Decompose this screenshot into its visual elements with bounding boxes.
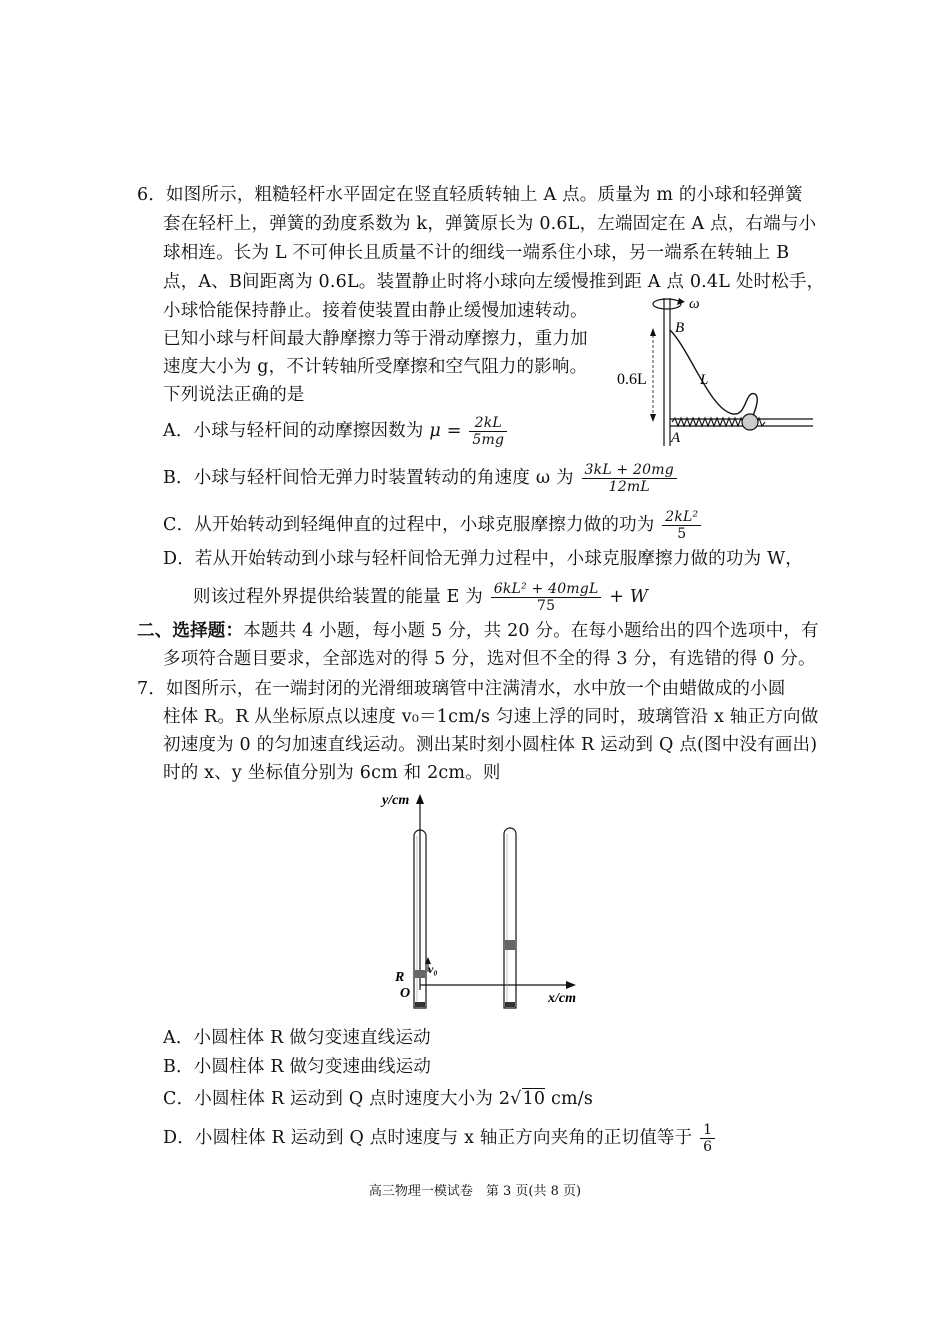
q6-line-4: 点，A、B间距离为 0.6L。装置静止时将小球向左缓慢推到距 A 点 0.4L 处时松手， (163, 272, 825, 292)
page-footer: 高三物理一模试卷 第 3 页(共 8 页) (368, 1184, 582, 1199)
q6-option-d-denominator: 75 (537, 598, 556, 614)
q6-line-3: 球相连。长为 L 不可伸长且质量不计的细线一端系住小球，另一端系在转轴上 B (163, 243, 790, 263)
fig6-b-label: B (675, 320, 685, 336)
fig6-dist-label: 0.6L (617, 371, 647, 388)
q6-option-a-text: A．小球与轻杆间的动摩擦因数为 (163, 421, 424, 441)
dim-arrow-down-icon (650, 414, 656, 422)
q7-option-b: B．小圆柱体 R 做匀变速曲线运动 (163, 1057, 432, 1077)
section-2-title: 二、选择题： (137, 621, 244, 641)
q7-cylinder-r-start (415, 970, 425, 978)
q6-option-c (163, 509, 703, 542)
q7-y-axis-label: y/cm (382, 793, 410, 808)
fig6-omega-label: ω (689, 296, 700, 312)
q6-option-d-text: 则该过程外界提供给装置的能量 E 为 (193, 587, 483, 607)
q6-figure (615, 290, 815, 450)
q7-line-1: 7．如图所示，在一端封闭的光滑细玻璃管中注满清水，水中放一个由蜡做成的小圆 (137, 679, 786, 699)
q6-option-b-text: B．小球与轻杆间恰无弹力时装置转动的角速度 ω 为 (163, 468, 574, 488)
q7-option-d-denominator: 6 (703, 1139, 713, 1155)
q7-option-d-fraction (700, 1122, 715, 1155)
q6-option-d-line-2 (193, 581, 648, 614)
q6-option-d-fraction (491, 581, 602, 614)
fig6-a-label: A (671, 430, 681, 446)
dim-arrow-up-icon (650, 328, 656, 336)
q7-o-label: O (400, 986, 411, 1001)
q7-tube-2-stopper (505, 1002, 515, 1007)
fig6-ball (742, 414, 758, 430)
section-2-line-2: 多项符合题目要求，全部选对的得 5 分，选对但不全的得 3 分，有选错的得 0 分。 (163, 649, 816, 669)
q7-option-d-numerator: 1 (700, 1122, 715, 1139)
q6-line-2: 套在轻杆上，弹簧的劲度系数为 k，弹簧原长为 0.6L，左端固定在 A 点，右端与小 (163, 214, 817, 234)
q6-option-c-numerator: 2kL² (662, 509, 701, 526)
q6-option-c-fraction (662, 509, 701, 542)
q6-option-a (163, 415, 509, 448)
q6-option-d-tail: + W (609, 587, 649, 607)
q7-option-c-root: 10 (522, 1089, 546, 1109)
rotation-arrow-icon (653, 299, 681, 309)
q6-option-b-fraction (582, 462, 677, 495)
q7-line-4: 时的 x、y 坐标值分别为 6cm 和 2cm。则 (163, 763, 501, 783)
q6-option-a-numerator: 2kL (469, 415, 507, 432)
fig6-l-label: L (700, 372, 709, 388)
q7-v0-label: v₀ (428, 962, 438, 976)
fig6-rope (670, 330, 757, 422)
section-2-text-1: 本题共 4 小题，每小题 5 分，共 20 分。在每小题给出的四个选项中，有 (243, 621, 819, 641)
q6-option-b-numerator: 3kL + 20mg (582, 462, 677, 479)
q7-option-d-text: D．小圆柱体 R 运动到 Q 点时速度与 x 轴正方向夹角的正切值等于 (163, 1128, 693, 1148)
x-axis-arrow-icon (566, 981, 576, 989)
q6-option-a-denominator: 5mg (472, 432, 505, 448)
q7-option-c-text: C．小圆柱体 R 运动到 Q 点时速度大小为 2 (163, 1089, 511, 1109)
q7-figure (380, 790, 590, 1020)
q6-option-b (163, 462, 679, 495)
q6-option-d-numerator: 6kL² + 40mgL (491, 581, 602, 598)
q7-tube-1-stopper (415, 1002, 425, 1007)
q6-line-8: 下列说法正确的是 (163, 385, 305, 405)
q7-cylinder-r-later (505, 940, 515, 950)
q6-line-6: 已知小球与杆间最大静摩擦力等于滑动摩擦力，重力加 (163, 329, 588, 349)
q6-option-c-text: C．从开始转动到轻绳伸直的过程中，小球克服摩擦力做的功为 (163, 515, 655, 535)
q6-option-d-line-1: D．若从开始转动到小球与轻杆间恰无弹力过程中，小球克服摩擦力做的功为 W， (163, 549, 803, 569)
q7-x-axis-label: x/cm (548, 991, 576, 1006)
q7-option-a: A．小圆柱体 R 做匀变速直线运动 (163, 1028, 431, 1048)
q6-option-c-denominator: 5 (677, 526, 687, 542)
section-2-line-1 (137, 620, 819, 642)
q7-option-d (163, 1122, 717, 1155)
q7-line-2: 柱体 R。R 从坐标原点以速度 v₀＝1cm/s 匀速上浮的同时，玻璃管沿 x 轴正方向做 (163, 707, 819, 727)
q6-line-1: 6．如图所示，粗糙轻杆水平固定在竖直轻质转轴上 A 点。质量为 m 的小球和轻弹簧 (137, 185, 803, 205)
q6-option-a-fraction (469, 415, 507, 448)
q7-r-label: R (395, 970, 405, 985)
q6-option-a-mu: μ = (429, 421, 462, 441)
y-axis-arrow-icon (416, 794, 424, 804)
q7-tube-2 (504, 828, 516, 1008)
q7-option-c-unit: cm/s (545, 1089, 594, 1109)
q6-line-7: 速度大小为 g，不计转轴所受摩擦和空气阻力的影响。 (163, 357, 588, 377)
q6-line-5: 小球恰能保持静止。接着使装置由静止缓慢加速转动。 (163, 301, 588, 321)
q6-option-b-denominator: 12mL (608, 479, 650, 495)
q7-option-c: C．小圆柱体 R 运动到 Q 点时速度大小为 2√10 cm/s (163, 1089, 594, 1109)
q7-line-3: 初速度为 0 的匀加速直线运动。测出某时刻小圆柱体 R 运动到 Q 点(图中没有画出) (163, 735, 818, 755)
